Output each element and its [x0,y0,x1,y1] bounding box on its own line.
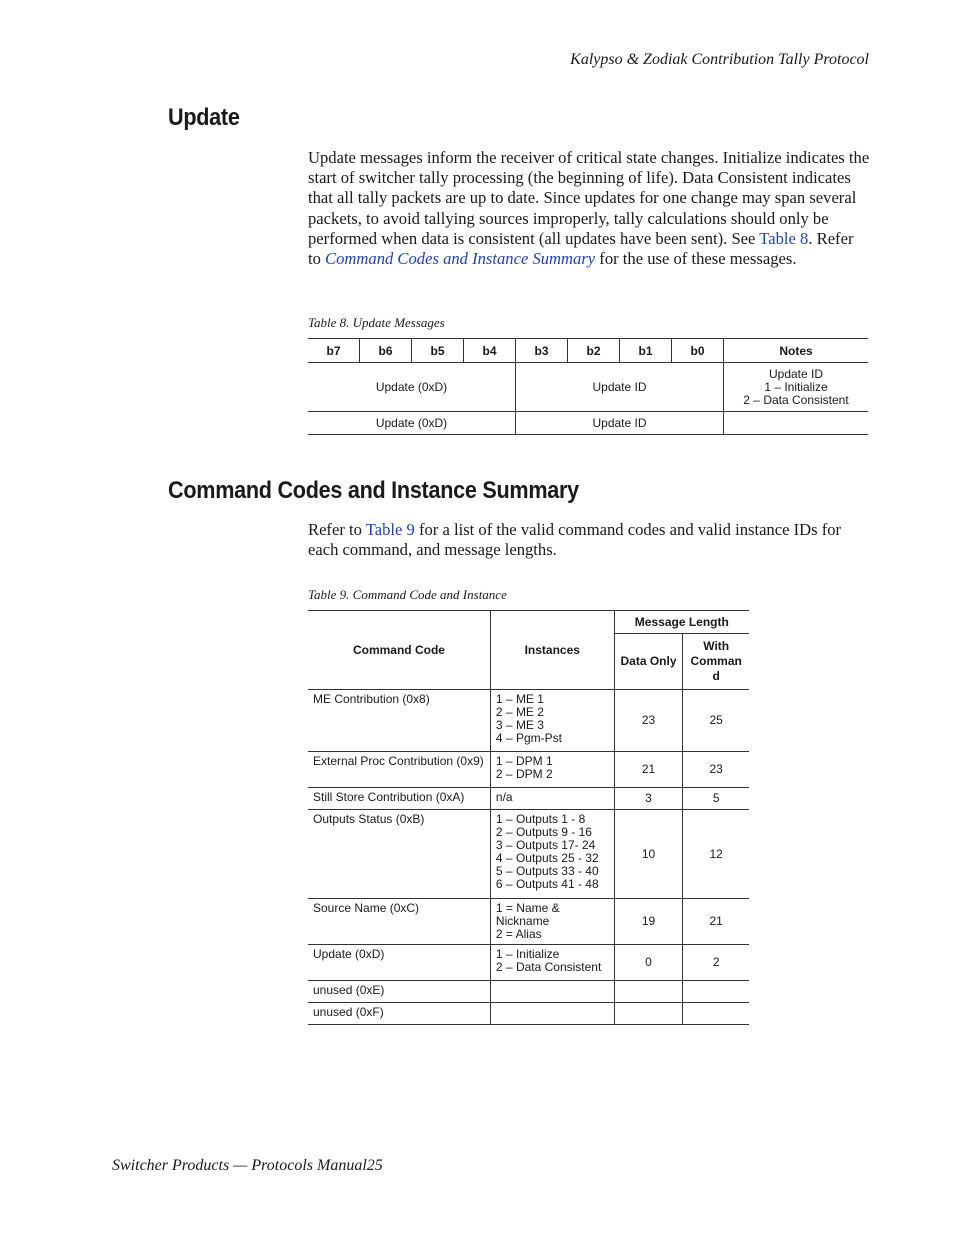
header-with-command: With Comman d [683,634,749,690]
header-b0: b0 [672,339,724,363]
with-command-cell: 23 [683,752,749,788]
header-b4: b4 [464,339,516,363]
table9-caption: Table 9. Command Code and Instance [308,587,507,602]
command-code-cell: Source Name (0xC) [308,899,490,945]
data-only-cell: 23 [614,690,683,752]
instances-cell: n/a [490,788,614,810]
command-text-1: Refer to [308,520,366,539]
running-head: Kalypso & Zodiak Contribution Tally Protocol [570,51,869,68]
header-message-length: Message Length [614,611,749,634]
page-footer: Switcher Products — Protocols Manual25 [112,1157,383,1174]
table-row [308,945,749,981]
table-row [308,899,749,945]
command-code-cell: unused (0xE) [308,981,490,1003]
update-text-1: Update messages inform the receiver of critical state changes. Initialize indicates the start of switcher tally processing (the beginning of life). Data Consistent indicates that all tally packets are up to date. Since updates for one change may span several packets, to avoid tallying sources improperly, tally calculations should only be performed when data is consistent (all updates have been sent). See [308,148,870,248]
instances-cell [490,1003,614,1025]
table-row [308,412,868,435]
command-code-cell: Update (0xD) [308,945,490,981]
instances-cell: 1 – Initialize 2 – Data Consistent [490,945,614,981]
with-command-cell: 12 [683,810,749,899]
with-command-cell [683,981,749,1003]
with-command-cell [683,1003,749,1025]
update-id-cell: Update ID [516,412,724,435]
table-row [308,752,749,788]
data-only-cell: 0 [614,945,683,981]
header-b1: b1 [620,339,672,363]
table-row [308,1003,749,1025]
instances-cell [490,981,614,1003]
command-codes-section-link[interactable]: Command Codes and Instance Summary [325,249,596,269]
table9-link[interactable]: Table 9 [365,520,415,539]
command-code-cell: unused (0xF) [308,1003,490,1025]
table-row [308,363,868,412]
command-code-cell: ME Contribution (0x8) [308,690,490,752]
with-command-cell: 2 [683,945,749,981]
notes-cell: Update ID 1 – Initialize 2 – Data Consistent [724,363,869,412]
update-command-cell: Update (0xD) [308,363,516,412]
header-b6: b6 [360,339,412,363]
header-notes: Notes [724,339,869,363]
header-instances: Instances [490,611,614,690]
instances-cell: 1 – DPM 1 2 – DPM 2 [490,752,614,788]
update-paragraph [308,148,870,269]
table-row [308,690,749,752]
data-only-cell [614,981,683,1003]
command-code-cell: Outputs Status (0xB) [308,810,490,899]
table8-link[interactable]: Table 8 [759,228,809,248]
instances-cell: 1 – Outputs 1 - 8 2 – Outputs 9 - 16 3 – Outputs 17- 24 4 – Outputs 25 - 32 5 – Outputs 33 - 40 6 – Outputs 41 - 48 [490,810,614,899]
command-code-cell: Still Store Contribution (0xA) [308,788,490,810]
command-text-2: for a list of the valid command codes and valid instance IDs for each command, and message lengths. [308,520,842,560]
table-row [308,810,749,899]
table8-caption: Table 8. Update Messages [308,315,445,330]
update-id-cell: Update ID [516,363,724,412]
update-text-2: . Refer to [308,228,854,269]
notes-cell [724,412,869,435]
update-messages-table [308,338,868,435]
header-b5: b5 [412,339,464,363]
with-command-cell: 5 [683,788,749,810]
update-command-cell: Update (0xD) [308,412,516,435]
update-text-3: for the use of these messages. [595,249,797,269]
table-row [308,981,749,1003]
data-only-cell: 21 [614,752,683,788]
data-only-cell: 19 [614,899,683,945]
with-command-cell: 21 [683,899,749,945]
header-b3: b3 [516,339,568,363]
command-codes-paragraph [308,520,870,560]
instances-cell: 1 – ME 1 2 – ME 2 3 – ME 3 4 – Pgm-Pst [490,690,614,752]
instances-cell: 1 = Name & Nickname 2 = Alias [490,899,614,945]
command-codes-heading: Command Codes and Instance Summary [168,477,579,504]
command-code-cell: External Proc Contribution (0x9) [308,752,490,788]
command-code-table [308,610,749,1025]
with-command-cell: 25 [683,690,749,752]
update-heading: Update [168,104,240,131]
data-only-cell: 3 [614,788,683,810]
header-data-only: Data Only [614,634,683,690]
table-row [308,788,749,810]
header-command-code: Command Code [308,611,490,690]
data-only-cell [614,1003,683,1025]
header-b7: b7 [308,339,360,363]
data-only-cell: 10 [614,810,683,899]
header-b2: b2 [568,339,620,363]
